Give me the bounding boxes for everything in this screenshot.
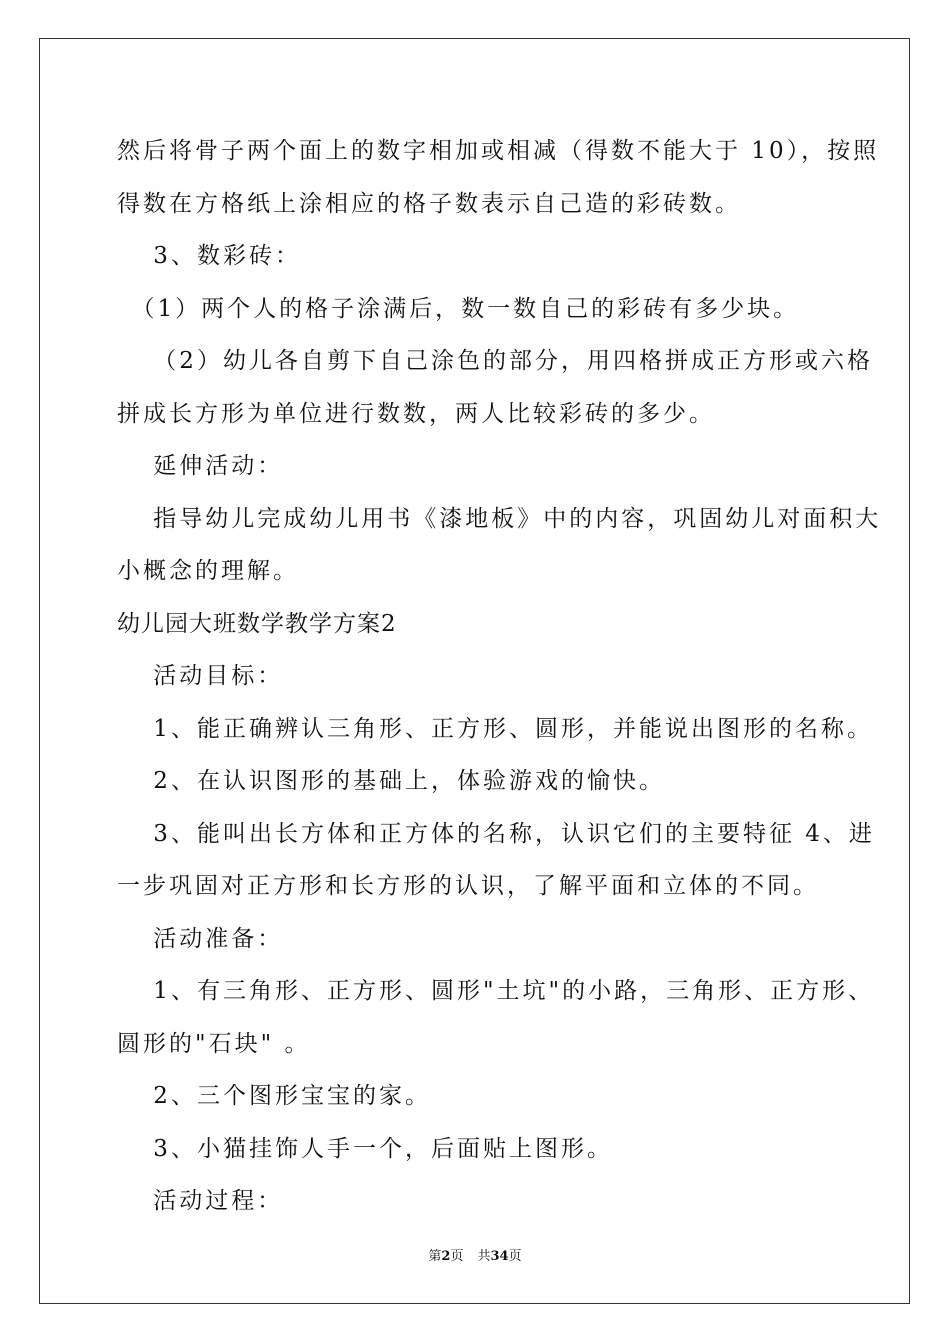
text-line: （2）幼儿各自剪下自己涂色的部分，用四格拼成正方形或六格 — [117, 348, 873, 374]
text-line: 2、在认识图形的基础上，体验游戏的愉快。 — [117, 768, 665, 794]
text-line: 拼成长方形为单位进行数数，两人比较彩砖的多少。 — [117, 400, 715, 427]
text-line: 3、小猫挂饰人手一个，后面贴上图形。 — [117, 1135, 613, 1162]
text-line: 圆形的"石块" 。 — [117, 1030, 311, 1057]
page-current: 2 — [441, 1249, 451, 1264]
text-line: 活动过程： — [117, 1188, 284, 1214]
page-suffix: 页 — [450, 1249, 464, 1264]
section-heading: 幼儿园大班数学教学方案2 — [117, 610, 397, 637]
text-line: 指导幼儿完成幼儿用书《漆地板》中的内容，巩固幼儿对面积大 — [117, 505, 882, 532]
text-line: 活动准备： — [117, 925, 284, 952]
total-suffix: 页 — [508, 1249, 522, 1264]
text-line: 3、能叫出长方体和正方体的名称，认识它们的主要特征 4、进 — [117, 820, 875, 847]
text-line: 3、数彩砖： — [117, 243, 301, 269]
total-prefix: 共 — [477, 1249, 491, 1264]
page-prefix: 第 — [428, 1249, 442, 1264]
text-line: 活动目标： — [117, 663, 284, 689]
page-footer — [0, 1245, 950, 1264]
text-line: 得数在方格纸上涂相应的格子数表示自己造的彩砖数。 — [117, 190, 741, 217]
page-total: 34 — [490, 1249, 509, 1264]
text-line: 一步巩固对正方形和长方形的认识，了解平面和立体的不同。 — [117, 873, 819, 899]
document-body — [117, 125, 882, 1228]
text-line: 小概念的理解。 — [117, 558, 299, 584]
text-line: 延伸活动： — [117, 453, 284, 479]
text-line: 2、三个图形宝宝的家。 — [117, 1083, 431, 1109]
text-line: 1、能正确辨认三角形、正方形、圆形，并能说出图形的名称。 — [117, 715, 873, 742]
text-line: （1）两个人的格子涂满后，数一数自己的彩砖有多少块。 — [117, 295, 800, 322]
text-line: 1、有三角形、正方形、圆形"土坑"的小路，三角形、正方形、 — [117, 978, 875, 1004]
text-line: 然后将骨子两个面上的数字相加或相减（得数不能大于 10），按照 — [117, 138, 880, 164]
